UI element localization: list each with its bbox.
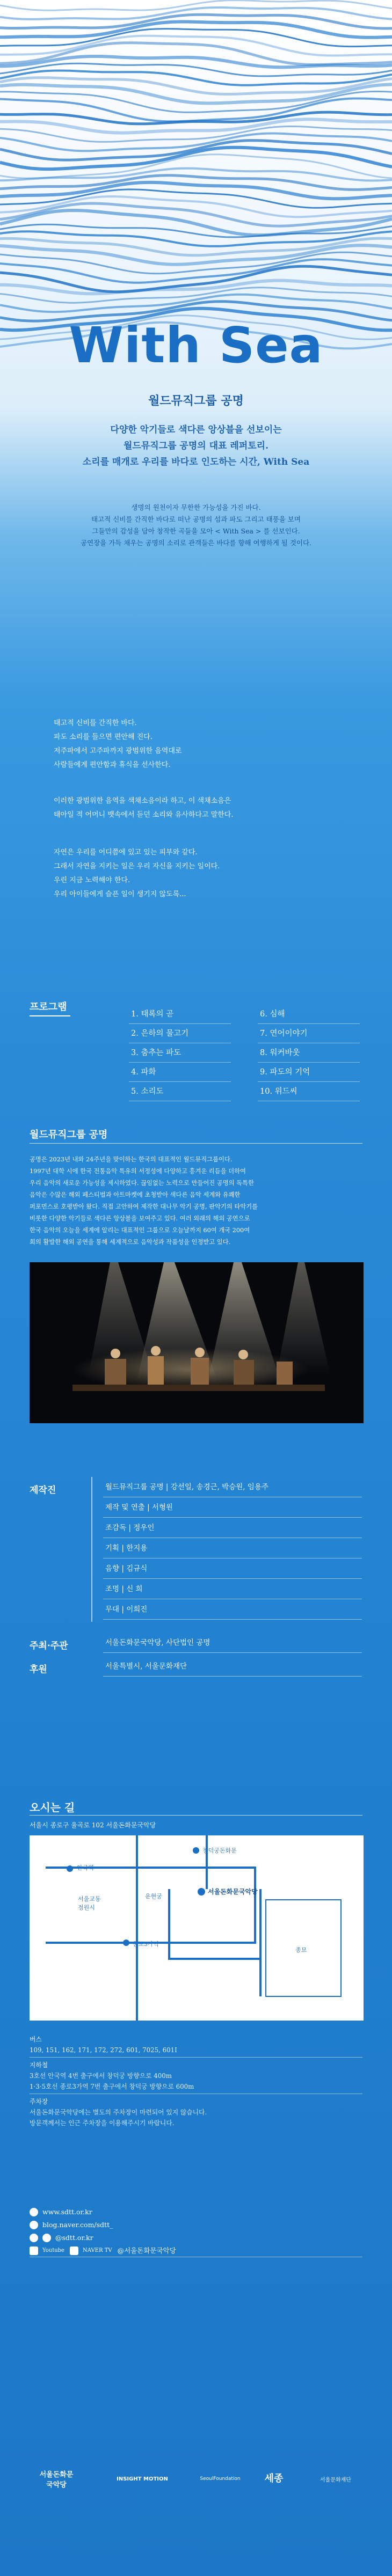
web-icon [30,2208,38,2216]
lead-line: 소리를 매개로 우리를 바다로 인도하는 시간, With Sea [82,457,310,467]
program-item: 7. 연어이야기 [258,1024,360,1043]
credit-row: 무대 | 이희진 [103,1599,362,1620]
blog-icon [30,2221,38,2229]
naver-tv-icon [70,2246,78,2255]
program-underline [30,1015,70,1016]
website-link[interactable]: www.sdtt.or.kr [42,2208,92,2216]
youtube-icon [30,2246,38,2255]
program-item: 8. 워커바웃 [258,1043,360,1063]
divider [30,1143,362,1144]
social-links: www.sdtt.or.kr blog.naver.com/sdtt_ @sdtt.or.kr Youtube NAVER TV @서울돈화문국악당 [30,2206,176,2257]
divider [30,1815,362,1816]
seoul-cultural-logo: 서울문화재단 [320,2477,351,2483]
map-label-unhyeon: 운현궁 [145,1893,162,1900]
sns-link[interactable]: @sdtt.or.kr [55,2234,93,2242]
wave-line [0,56,392,67]
map-label-jongno: 종로3가역 [133,1941,159,1948]
program-item: 6. 심해 [258,1005,360,1024]
group-title: 월드뮤직그룹 공명 [30,1129,108,1140]
footer-logos [0,2463,392,2544]
host-title: 주최·주관 [30,1641,68,1651]
poem-stanza-2: 이러한 광범위한 음역을 색채소음이라 하고, 이 색채소음은 태아일 적 어머니 뱃속에서 듣던 소리와 유사하다고 말한다. [54,797,234,819]
tv-link[interactable]: @서울돈화문국악당 [117,2246,176,2255]
credit-row: 제작 및 연출 | 서형원 [103,1497,362,1518]
program-list-right [258,1005,360,1101]
program-title: 프로그램 [30,1001,67,1013]
directions-info: 버스 109, 151, 162, 171, 172, 272, 601, 7025, 601I 지하철 3호선 안국역 4번 출구에서 창덕궁 방향으로 400m 1·3·5호선 종로3가역 7번 출구에서 창덕궁 방향으로 600m 주차장 서울돈화문국악당에는 별도의 주차장이 마련되어 있지 않습니다. 방문객께서는 인근 주차장을 이용해주시기 바랍니다. [30,2034,362,2128]
map-label-jongmyo: 종묘 [295,1947,307,1953]
credit-row: 조명 | 신 희 [103,1579,362,1599]
instagram-icon [42,2234,51,2242]
program-item: 10. 위드씨 [258,1082,360,1101]
with-sea-logo: With Sea [69,317,323,374]
sejong-logo: 세종 [264,2473,284,2484]
location-map[interactable] [30,1835,364,2021]
sdtt-logo: 서울돈화문 국악당 [39,2471,74,2489]
credit-row: 월드뮤직그룹 공명 | 강선일, 송경근, 박승원, 임용주 [103,1477,362,1497]
subtitle: 월드뮤직그룹 공명 [148,394,244,408]
map-label-changdeok: 창덕궁돈화문 [202,1848,237,1854]
intro-line: 태고적 신비를 간직한 바다로 떠난 공명의 섬과 파도 그리고 태풍을 보며 [91,515,301,523]
program-item: 5. 소리도 [129,1082,231,1101]
wave-line [0,112,392,124]
facebook-icon [30,2234,38,2242]
wave-line [0,141,392,160]
program-item: 9. 파도의 기억 [258,1063,360,1082]
poem-stanza-1: 태고적 신비를 간직한 바다. 파도 소리를 들으면 편안해 진다. 저주파에서 고주파까지 광범위한 음역대로 사람들에게 편안함과 휴식을 선사한다. [54,719,182,769]
hero-waves [0,0,392,440]
program-item: 3. 춤추는 파도 [129,1043,231,1063]
wave-line [0,126,392,142]
credit-row: 조감독 | 정우인 [103,1518,362,1538]
intro-text [0,502,392,549]
insight-motion-logo: INSIGHT MOTION [117,2476,168,2482]
credits-list [103,1477,362,1620]
concert-photo [30,1262,364,1423]
program-list-left [129,1005,231,1101]
program-item: 1. 태록의 곧 [129,1005,231,1024]
sponsor: 서울특별시, 서울문화재단 [103,1656,362,1677]
program-item: 2. 은하의 물고기 [129,1024,231,1043]
credits-title: 제작진 [30,1485,56,1496]
map-label-venue: 서울돈화문국악당 [208,1888,258,1896]
lead-line: 다양한 악기들로 색다른 앙상블을 선보이는 [110,425,282,435]
seoul-foundation-logo: SeoulFoundation [200,2476,241,2482]
lead-line: 월드뮤직그룹 공명의 대표 레퍼토리. [123,441,268,451]
program-item: 4. 파화 [129,1063,231,1082]
credit-row: 기획 | 한지용 [103,1538,362,1558]
intro-line: 그들만의 감성을 담아 창작한 곡들을 모아 < With Sea > 를 선보인다. [92,527,300,535]
blog-link[interactable]: blog.naver.com/sdtt_ [42,2221,113,2229]
credit-row: 음향 | 김규식 [103,1558,362,1579]
group-description: 공명은 2023년 내와 24주년을 맞이하는 한국의 대표적인 월드뮤직그룹이다. 1997년 대학 시에 한국 전통음악 특유의 서정성에 다양하고 흥겨운 리듬을 더하여 우리 음악의 새로운 가능성을 제시하였다. 끊임없는 노력으로 만들어진 공명의 독특한 음악은 수많은 해외 페스티벌과 아트마켓에 초청받아 색다른 음악 세계와 유쾌한 퍼포먼스로 호평받아 왔다. 직접 고안하여 제작한 대나무 악기 공명, 판악기의 타악기를 비롯한 다양한 악기들로 색다른 앙상블을 보여주고 있다. 여러 외래의 해외 공연으로 한국 음악의 오늘을 세계에 알리는 대표적인 그룹으로 오늘날까지 60여 개국 200여 회의 활발한 해외 공연을 통해 세계적으로 음악성과 작품성을 인정받고 있다. [30,1156,258,1246]
address: 서울시 종로구 율곡로 102 서울돈화문국악당 [30,1821,156,1829]
map-label-anguk: 안국역 [77,1865,94,1871]
lead-text [0,422,392,470]
sponsor-title: 후원 [30,1664,47,1675]
wave-line [0,182,392,199]
wave-line [0,155,392,178]
location-title: 오시는 길 [30,1801,75,1814]
intro-line: 공연장을 가득 채우는 공명의 소리로 관객들은 바다를 향해 여행하게 될 것이다. [80,539,312,547]
host: 서울돈화문국악당, 사단법인 공명 [103,1633,362,1653]
map-label-school: 서울교동 정원시 [78,1896,101,1911]
intro-line: 생명의 원천이자 무한한 가능성을 가진 바다. [131,503,261,511]
divider [91,1477,92,1622]
poem-stanza-3: 자연은 우리를 어디쯤에 있고 있는 피부와 같다. 그래서 자연을 지키는 일은 우리 자신을 지키는 일이다. 우린 지금 노력해야 한다. 우리 아이들에게 슬픈 일이 생기지 않도록... [54,848,220,898]
